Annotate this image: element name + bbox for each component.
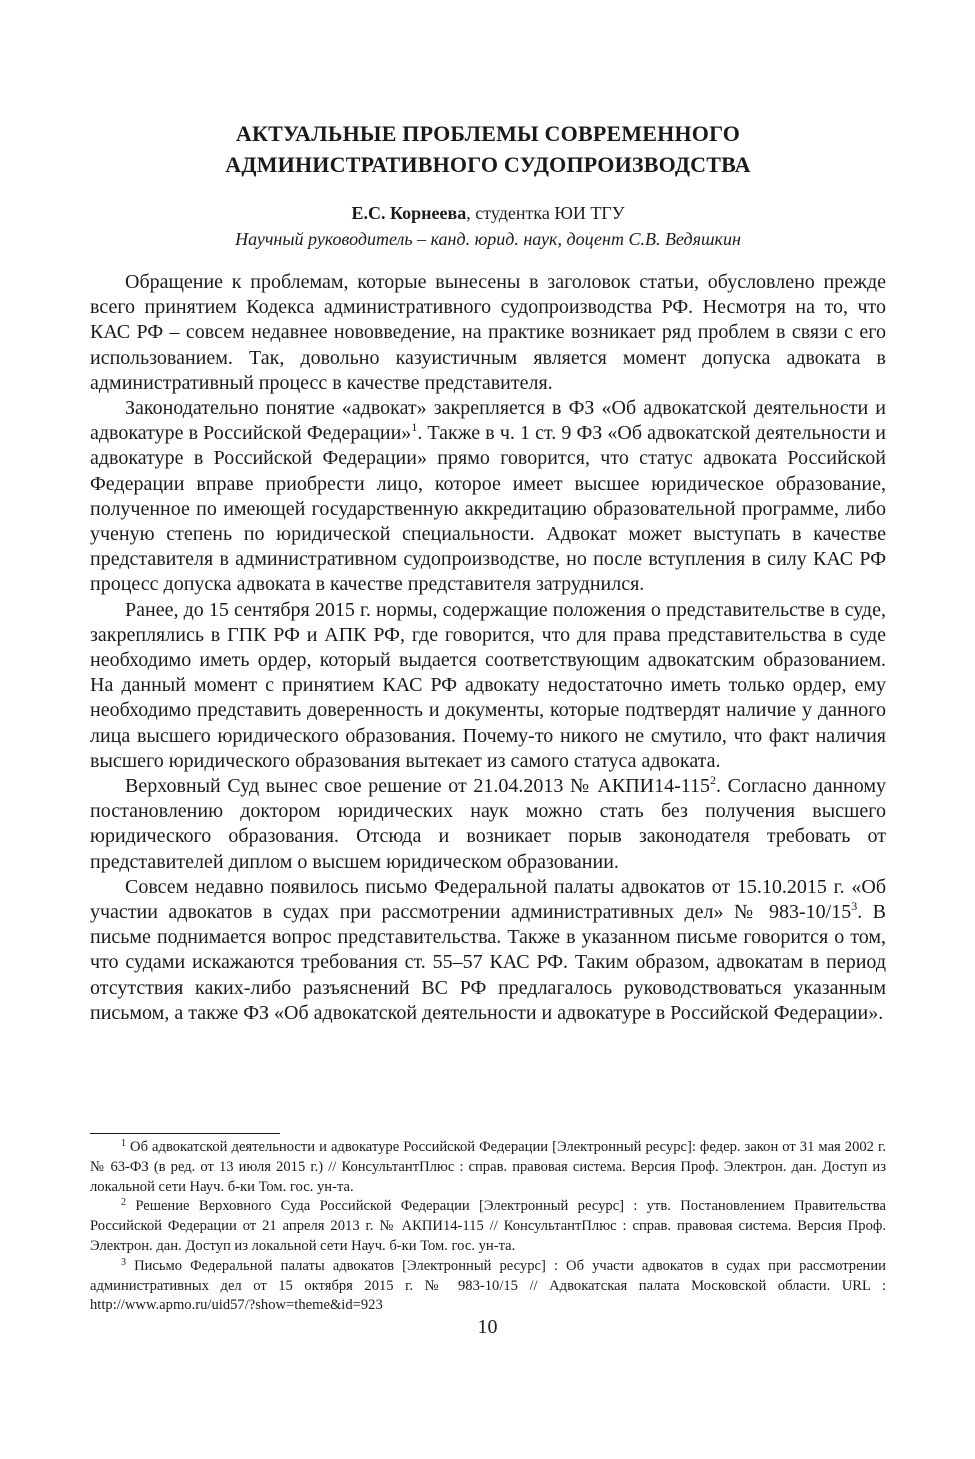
- footnote-ref-2: 2: [710, 773, 717, 788]
- author-byline: [90, 200, 886, 226]
- paragraph-4-text-a: Верховный Суд вынес свое решение от 21.04.2013 № АКПИ14-115: [125, 775, 711, 798]
- paragraph-4-text-b: . Согласно данному постановлению доктором юридических наук можно стать без получения высшего юридического образования. Отсюда и возникает порыв законодателя требовать от представителей диплом о высшем юридическом образовании.: [90, 775, 886, 873]
- footnote-divider: [90, 1133, 280, 1134]
- author-role: , студентка ЮИ ТГУ: [466, 203, 625, 223]
- paragraph-2-text-b: . Также в ч. 1 ст. 9 ФЗ «Об адвокатской деятельности и адвокатуре в Российской Федерации» прямо говорится, что статус адвоката Российской Федерации вправе приобрести лицо, которое имеет высшее юридическое образование, полученное по имеющей государственную аккредитацию образовательной программе, либо ученую степень по юридической специальности. Адвокат может выступать в качестве представителя в административном судопроизводстве, но после вступления в силу КАС РФ процесс допуска адвоката в качестве представителя затруднился.: [90, 422, 886, 596]
- footnote-text: Об адвокатской деятельности и адвокатуре Российской Федерации [Электронный ресурс]: федер. закон от 31 мая 2002 г. № 63-ФЗ (в ред. от 13 июля 2015 г.) // КонсультантПлюс : справ. правовая система. Версия Проф. Электрон. дан. Доступ из локальной сети Науч. б-ки Том. гос. ун-та.: [90, 1139, 886, 1195]
- paragraph-5-text-a: Совсем недавно появилось письмо Федеральной палаты адвокатов от 15.10.2015 г. «Об участии адвокатов в судах при рассмотрении административных дел» № 983-10/15: [90, 875, 886, 924]
- page-number: 10: [477, 1316, 498, 1338]
- author-name: Е.С. Корнеева: [351, 203, 467, 223]
- footnote-number: 2: [121, 1197, 126, 1209]
- paragraph-1: Обращение к проблемам, которые вынесены в заголовок статьи, обусловлено прежде всего принятием Кодекса административного судопроизводства РФ. Несмотря на то, что КАС РФ – совсем недавнее нововведение, на практике возникает ряд проблем в связи с его использованием. Так, довольно казуистичным является момент допуска адвоката в административный процесс в качестве представителя.: [90, 271, 886, 394]
- footnote-text: Письмо Федеральной палаты адвокатов [Электронный ресурс] : Об участи адвокатов в судах при рассмотрении административных дел от 15 октября 2015 г. № 983-10/15 // Адвокатская палата Московской области. URL : http://www.apmo.ru/uid57/?show=theme&id=923: [90, 1257, 886, 1314]
- supervisor-line: Научный руководитель – канд. юрид. наук, доцент С.В. Ведяшкин: [235, 229, 741, 249]
- paragraph-5: [90, 875, 886, 1026]
- footnotes: [90, 1133, 886, 1316]
- paragraph-2: [90, 396, 886, 598]
- footnote-2: [90, 1197, 886, 1256]
- article: [90, 118, 886, 1026]
- paragraph-5-text-b: . В письме поднимается вопрос представительства. Также в указанном письме говорится о том, что судами искажаются требования ст. 55–57 КАС РФ. Таким образом, адвокатам в период отсутствия каких-либо разъяснений ВС РФ предлагалось руководствоваться указанным письмом, а также ФЗ «Об адвокатской деятельности и адвокатуре в Российской Федерации».: [90, 901, 886, 1024]
- footnote-number: 1: [121, 1138, 126, 1149]
- title-line-1: АКТУАЛЬНЫЕ ПРОБЛЕМЫ СОВРЕМЕННОГО: [235, 121, 741, 146]
- paragraph-2-text-a: Законодательно понятие «адвокат» закрепляется в ФЗ «Об адвокатской деятельности и адвокатуре в Российской Федерации»: [90, 397, 886, 445]
- footnote-1: [90, 1138, 886, 1197]
- paragraph-4: [90, 774, 886, 875]
- paragraph-3: Ранее, до 15 сентября 2015 г. нормы, содержащие положения о представительстве в суде, закреплялись в ГПК РФ и АПК РФ, где говорится, что для права представительства в суде необходимо иметь ордер, который выдается соответствующим адвокатским образованием. На данный момент с принятием КАС РФ адвокату недостаточно иметь только ордер, ему необходимо представить доверенность и документы, которые подтвердят наличие у данного лица высшего юридического образования. Почему-то никого не смутило, что факт наличия высшего юридического образования вытекает из самого статуса адвоката.: [90, 598, 886, 772]
- footnote-ref-3: 3: [851, 899, 858, 914]
- footnote-number: 3: [121, 1256, 126, 1268]
- footnote-ref-1: 1: [411, 420, 418, 435]
- footnote-text: Решение Верховного Суда Российской Федерации [Электронный ресурс] : утв. Постановлением Правительства Российской Федерации от 21 апреля 2013 г. № АКПИ14-115 // КонсультантПлюс : справ. правовая система. Версия Проф. Электрон. дан. Доступ из локальной сети Науч. б-ки Том. гос. ун-та.: [90, 1198, 886, 1254]
- footnote-3: [90, 1257, 886, 1316]
- title-line-2: АДМИНИСТРАТИВНОГО СУДОПРОИЗВОДСТВА: [225, 152, 751, 177]
- article-body: [90, 270, 886, 1026]
- article-title: [90, 118, 886, 180]
